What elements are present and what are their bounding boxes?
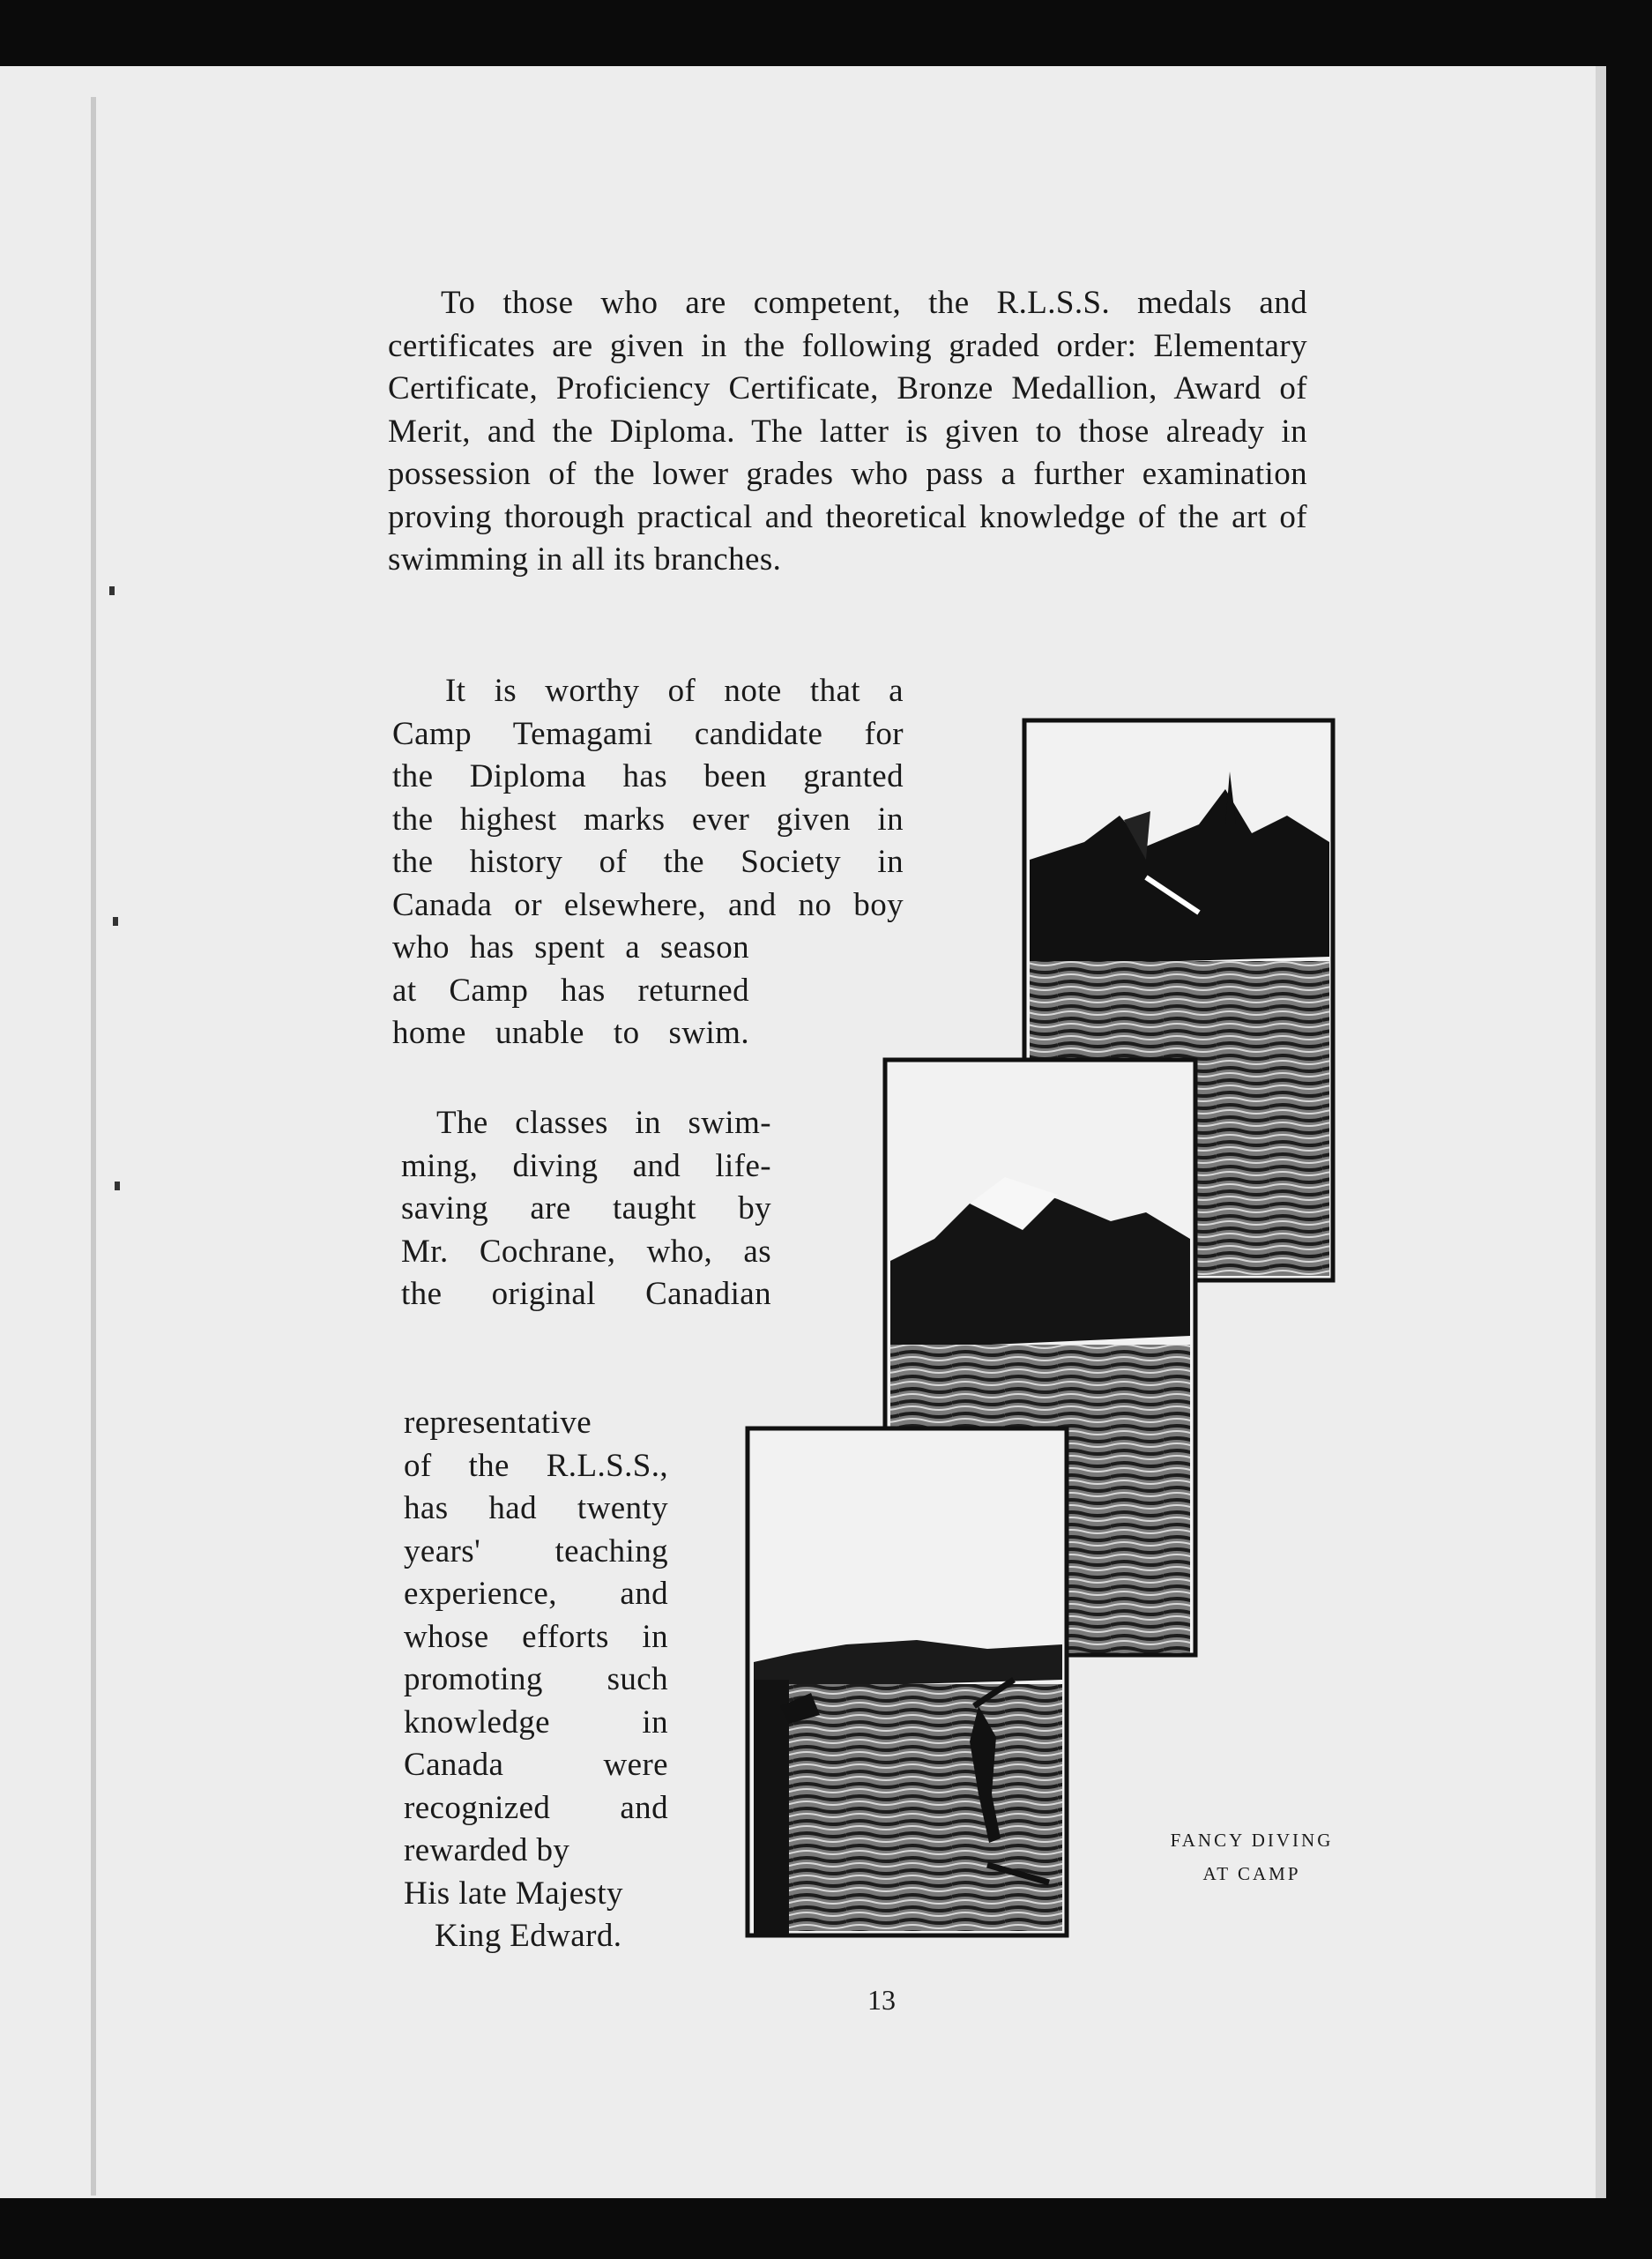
text-line: Canada or elsewhere, and no boy [392, 886, 904, 923]
book-page [0, 66, 1606, 2198]
text-line: King Edward. [435, 1918, 622, 1954]
text-line: The classes in swim- [436, 1105, 771, 1141]
text-line: Camp Temagami candidate for [392, 715, 904, 752]
text-line: knowledge in [404, 1704, 668, 1741]
text-line: home unable to swim. [392, 1015, 749, 1051]
text-line: who has spent a season [392, 929, 749, 965]
diving-photo-bottom [748, 1428, 1067, 1935]
text-line: promoting such [404, 1661, 668, 1697]
text-line: Canada were [404, 1747, 668, 1783]
paragraph-medals: To those who are competent, the R.L.S.S. medals and certificates are given in the following graded order: Elementary Certificate, Proficiency Certificate, Bronze Medallion, Award of Merit, and the Diploma. The latter is given to those already in possession of the lower grades who pass a further examination proving thorough practical and theoretical knowledge of the art of swimming in all its branches. [388, 285, 1307, 578]
text-line: experience, and [404, 1576, 668, 1612]
text-line: representative [404, 1405, 592, 1441]
text-line: recognized and [404, 1789, 668, 1826]
text-line: of the R.L.S.S., [404, 1447, 668, 1484]
text-line: whose efforts in [404, 1618, 668, 1655]
text-line: It is worthy of note that a [445, 673, 904, 709]
text-line: the original Canadian [401, 1276, 771, 1312]
text-line: Mr. Cochrane, who, as [401, 1233, 771, 1270]
text-line: the Diploma has been granted [392, 758, 904, 794]
page-number: 13 [867, 1984, 896, 2016]
caption-line: AT CAMP [1202, 1863, 1301, 1884]
text-line: ming, diving and life- [401, 1147, 771, 1184]
text-line: has had twenty [404, 1490, 668, 1526]
text-line: the highest marks ever given in [392, 801, 904, 838]
text-line: saving are taught by [401, 1190, 771, 1226]
text-line: at Camp has returned [392, 972, 749, 1009]
text-line: the history of the Society in [392, 844, 904, 880]
text-line: His late Majesty [404, 1875, 623, 1912]
text-line: rewarded by [404, 1832, 570, 1868]
photo-caption [1133, 1823, 1371, 1890]
text-line: years' teaching [404, 1532, 668, 1569]
caption-line: FANCY DIVING [1170, 1830, 1334, 1851]
